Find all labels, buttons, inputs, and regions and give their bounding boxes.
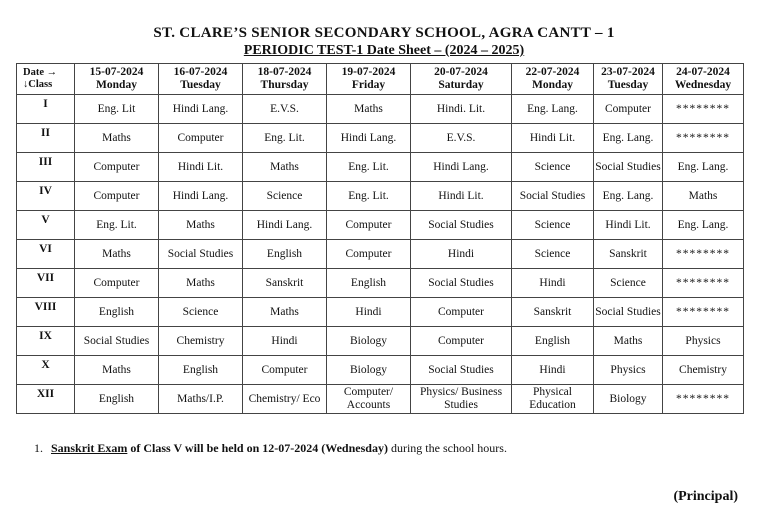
column-day: Monday: [96, 79, 137, 91]
class-label: IV: [17, 182, 75, 211]
subject-cell: English: [75, 298, 159, 327]
header-row: [17, 64, 744, 95]
subject-cell: Computer: [594, 95, 663, 124]
class-label: V: [17, 211, 75, 240]
subject-cell: Maths: [663, 182, 744, 211]
subject-cell: Physics: [594, 356, 663, 385]
corner-date-label: Date →: [23, 67, 58, 78]
footnote-text-2: during the school hours.: [387, 441, 507, 455]
subject-cell: Maths/I.P.: [159, 385, 243, 414]
subject-cell: Hindi: [327, 298, 411, 327]
table-row: [17, 327, 744, 356]
column-header: [594, 64, 663, 95]
table-row: [17, 124, 744, 153]
subject-cell: Eng. Lit.: [327, 153, 411, 182]
column-header: [411, 64, 512, 95]
subject-cell: English: [243, 240, 327, 269]
subject-cell: E.V.S.: [411, 124, 512, 153]
table-row: [17, 385, 744, 414]
date-class-corner: [17, 64, 75, 95]
subject-cell: Maths: [243, 153, 327, 182]
subject-cell: Computer: [411, 327, 512, 356]
table-row: [17, 153, 744, 182]
subject-cell: Biology: [327, 356, 411, 385]
class-label: I: [17, 95, 75, 124]
column-day: Tuesday: [180, 79, 221, 91]
subject-cell: Sanskrit: [512, 298, 594, 327]
date-sheet-title: PERIODIC TEST-1 Date Sheet – (2024 – 2025): [243, 43, 525, 58]
subject-cell: Social Studies: [411, 356, 512, 385]
class-label: VIII: [17, 298, 75, 327]
subject-cell: ********: [663, 269, 744, 298]
subject-cell: Chemistry: [159, 327, 243, 356]
principal-signature: (Principal): [673, 489, 738, 504]
subject-cell: Eng. Lit.: [243, 124, 327, 153]
subject-cell: Hindi Lit.: [159, 153, 243, 182]
column-date: 16-07-2024: [173, 66, 228, 78]
subject-cell: ********: [663, 240, 744, 269]
subject-cell: Physics/ Business Studies: [411, 385, 512, 414]
subject-cell: Hindi Lit.: [411, 182, 512, 211]
subject-cell: Science: [512, 153, 594, 182]
subject-cell: English: [159, 356, 243, 385]
subject-cell: Hindi Lang.: [243, 211, 327, 240]
column-day: Tuesday: [607, 79, 649, 91]
subject-cell: Hindi: [512, 356, 594, 385]
column-date: 24-07-2024: [676, 66, 730, 78]
subject-cell: Science: [512, 211, 594, 240]
subject-cell: ********: [663, 385, 744, 414]
subject-cell: Computer: [75, 153, 159, 182]
column-date: 20-07-2024: [434, 66, 488, 78]
subject-cell: ********: [663, 298, 744, 327]
subject-cell: Hindi. Lit.: [411, 95, 512, 124]
subject-cell: Science: [594, 269, 663, 298]
subject-cell: Chemistry/ Eco: [243, 385, 327, 414]
subject-cell: Eng. Lang.: [512, 95, 594, 124]
subject-cell: Eng. Lang.: [594, 182, 663, 211]
subject-cell: Social Studies: [594, 153, 663, 182]
subject-cell: Hindi Lang.: [159, 182, 243, 211]
subject-cell: Social Studies: [411, 211, 512, 240]
subject-cell: Hindi Lit.: [594, 211, 663, 240]
column-header: [243, 64, 327, 95]
column-header: [75, 64, 159, 95]
subject-cell: Physical Education: [512, 385, 594, 414]
subject-cell: Eng. Lang.: [663, 211, 744, 240]
school-title: ST. CLARE’S SENIOR SECONDARY SCHOOL, AGRA CANTT – 1: [153, 25, 615, 41]
column-header: [512, 64, 594, 95]
subject-cell: Maths: [75, 124, 159, 153]
corner-class-label: ↓Class: [23, 79, 53, 90]
column-day: Thursday: [260, 79, 309, 91]
column-day: Monday: [532, 79, 573, 91]
column-date: 15-07-2024: [89, 66, 144, 78]
subject-cell: Social Studies: [411, 269, 512, 298]
column-header: [159, 64, 243, 95]
column-header: [327, 64, 411, 95]
subject-cell: Computer: [243, 356, 327, 385]
subject-cell: English: [75, 385, 159, 414]
subject-cell: Eng. Lang.: [663, 153, 744, 182]
subject-cell: Maths: [159, 211, 243, 240]
subject-cell: Science: [243, 182, 327, 211]
subject-cell: Computer: [75, 269, 159, 298]
subject-cell: Social Studies: [512, 182, 594, 211]
column-date: 18-07-2024: [257, 66, 312, 78]
table-row: [17, 182, 744, 211]
table-row: [17, 269, 744, 298]
subject-cell: Social Studies: [594, 298, 663, 327]
subject-cell: Hindi: [411, 240, 512, 269]
subject-cell: Eng. Lit: [75, 95, 159, 124]
footnote-subject: Sanskrit Exam: [51, 441, 128, 455]
subject-cell: Computer: [327, 240, 411, 269]
class-label: IX: [17, 327, 75, 356]
subject-cell: Social Studies: [159, 240, 243, 269]
subject-cell: ********: [663, 95, 744, 124]
subject-cell: Computer: [159, 124, 243, 153]
table-row: [17, 240, 744, 269]
column-date: 23-07-2024: [601, 66, 655, 78]
subject-cell: Hindi Lit.: [512, 124, 594, 153]
footnote: [34, 441, 507, 456]
subject-cell: Computer: [327, 211, 411, 240]
class-label: II: [17, 124, 75, 153]
subject-cell: ********: [663, 124, 744, 153]
table-row: [17, 211, 744, 240]
column-day: Wednesday: [674, 79, 732, 91]
date-sheet-table: [16, 63, 744, 414]
subject-cell: Eng. Lit.: [327, 182, 411, 211]
subject-cell: Eng. Lang.: [594, 124, 663, 153]
subject-cell: Computer: [75, 182, 159, 211]
class-label: X: [17, 356, 75, 385]
footnote-date: 12-07-2024 (Wednesday): [262, 441, 388, 455]
subject-cell: Chemistry: [663, 356, 744, 385]
column-date: 19-07-2024: [341, 66, 396, 78]
subject-cell: Maths: [75, 356, 159, 385]
subject-cell: Maths: [243, 298, 327, 327]
footnote-number: 1.: [34, 441, 43, 455]
subject-cell: Maths: [75, 240, 159, 269]
subject-cell: Hindi Lang.: [327, 124, 411, 153]
column-date: 22-07-2024: [525, 66, 580, 78]
subject-cell: Maths: [594, 327, 663, 356]
subject-cell: Social Studies: [75, 327, 159, 356]
subject-cell: Sanskrit: [594, 240, 663, 269]
class-label: III: [17, 153, 75, 182]
subject-cell: Biology: [327, 327, 411, 356]
class-label: XII: [17, 385, 75, 414]
class-label: VII: [17, 269, 75, 298]
subject-cell: Science: [512, 240, 594, 269]
subject-cell: E.V.S.: [243, 95, 327, 124]
subject-cell: English: [327, 269, 411, 298]
subject-cell: Maths: [327, 95, 411, 124]
subject-cell: Sanskrit: [243, 269, 327, 298]
subject-cell: Hindi Lang.: [159, 95, 243, 124]
subject-cell: Eng. Lit.: [75, 211, 159, 240]
table-row: [17, 356, 744, 385]
subject-cell: Hindi: [512, 269, 594, 298]
footnote-text-1: of Class V will be held on: [127, 441, 263, 455]
subject-cell: Maths: [159, 269, 243, 298]
subject-cell: Biology: [594, 385, 663, 414]
subject-cell: Hindi Lang.: [411, 153, 512, 182]
table-row: [17, 298, 744, 327]
subject-cell: English: [512, 327, 594, 356]
subject-cell: Science: [159, 298, 243, 327]
subject-cell: Hindi: [243, 327, 327, 356]
subject-cell: Computer/ Accounts: [327, 385, 411, 414]
column-header: [663, 64, 744, 95]
column-day: Saturday: [438, 79, 484, 91]
class-label: VI: [17, 240, 75, 269]
table-row: [17, 95, 744, 124]
subject-cell: Physics: [663, 327, 744, 356]
column-day: Friday: [351, 79, 386, 91]
subject-cell: Computer: [411, 298, 512, 327]
